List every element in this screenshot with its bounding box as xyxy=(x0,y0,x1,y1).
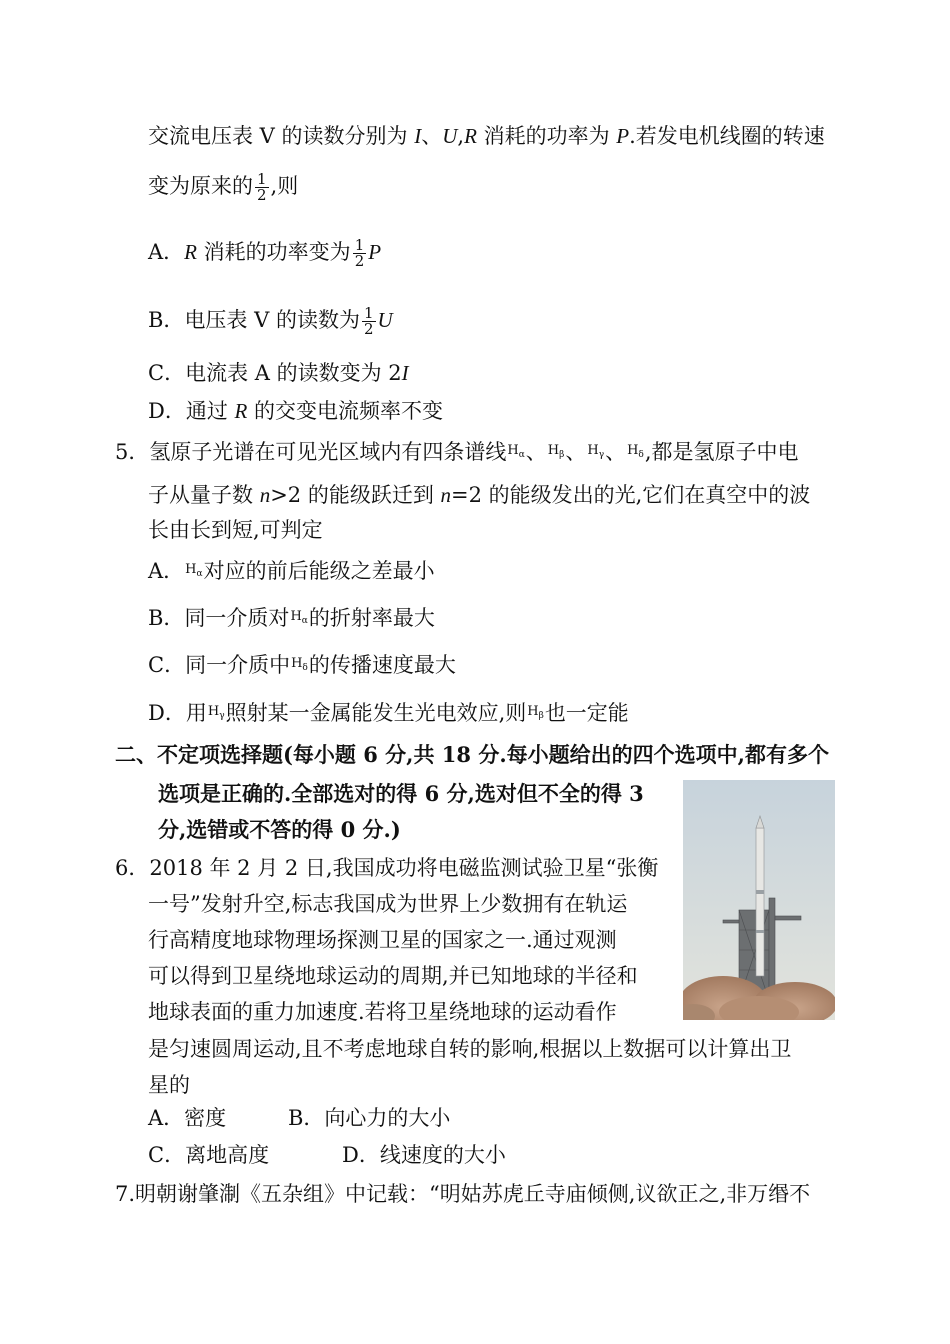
question-number: 6． xyxy=(115,856,150,880)
h-alpha-symbol: $H_\alpha$ xyxy=(507,443,525,460)
text-segment: 交流电压表 V 的读数分别为 xyxy=(148,124,415,148)
option-a-q6: A．密度 xyxy=(148,1106,227,1130)
option-label: B． xyxy=(148,308,185,332)
text-line: 子从量子数 n>2 的能级跃迁到 n=2 的能级发出的光,它们在真空中的波 xyxy=(148,483,811,507)
symbol-U: U xyxy=(442,124,458,148)
h-beta-symbol: $H_\beta$ xyxy=(547,443,565,460)
symbol-R: R xyxy=(234,399,248,423)
symbol-P: P xyxy=(616,124,630,148)
fraction-one-half: $\frac{1}{2}$ xyxy=(354,236,365,270)
option-label: C． xyxy=(148,653,186,677)
option-b-q4 xyxy=(148,306,393,337)
symbol-n: n xyxy=(259,483,271,507)
symbol-P: P xyxy=(368,240,382,264)
text-segment: 消耗的功率为 xyxy=(476,124,617,148)
symbol-R: R xyxy=(184,240,197,264)
fraction-one-half: $\frac{1}{2}$ xyxy=(257,170,267,204)
h-gamma-symbol: $H_\gamma$ xyxy=(207,704,225,721)
text-line xyxy=(148,172,298,203)
text-segment: ,都是氢原子中电 xyxy=(644,440,799,464)
question-7-stem: 7.明朝谢肇淛《五杂组》中记载：“明姑苏虎丘寺庙倾侧,议欲正之,非万缗不 xyxy=(115,1182,811,1206)
text-line: 星的 xyxy=(148,1073,190,1097)
question-number: 7. xyxy=(115,1182,136,1206)
option-label: D． xyxy=(148,701,186,725)
option-text: 对应的前后能级之差最小 xyxy=(203,559,435,583)
text-line: 地球表面的重力加速度.若将卫星绕地球的运动看作 xyxy=(148,1000,617,1024)
option-label: A． xyxy=(148,240,185,264)
h-beta-symbol: $H_\beta$ xyxy=(527,704,544,721)
h-gamma-symbol: $H_\gamma$ xyxy=(587,443,605,460)
option-c-q4 xyxy=(148,359,409,387)
option-label: B． xyxy=(148,606,185,630)
option-a-q5 xyxy=(148,557,435,593)
option-label: D． xyxy=(148,399,186,423)
section-heading-cont: 分,选错或不答的得 0 分.) xyxy=(158,817,401,842)
option-c-q6: C．离地高度 xyxy=(148,1143,270,1167)
symbol-U: U xyxy=(377,308,393,332)
h-alpha-symbol: $H_\alpha$ xyxy=(185,562,203,579)
rocket-launch-image xyxy=(683,780,835,1020)
text-segment: , xyxy=(457,124,465,148)
question-6-stem: 6．2018 年 2 月 2 日,我国成功将电磁监测试验卫星“张衡 xyxy=(115,856,659,880)
option-d-q4 xyxy=(148,397,443,425)
question-number: 5． xyxy=(115,440,150,464)
option-text: 消耗的功率变为 xyxy=(197,240,351,264)
option-label: A． xyxy=(148,559,185,583)
text-segment: ,则 xyxy=(270,174,299,198)
text-line: 行高精度地球物理场探测卫星的国家之一.通过观测 xyxy=(148,928,617,952)
text-line: 长由长到短,可判定 xyxy=(148,518,323,542)
option-d-q5: D．用$H_\gamma$照射某一金属能发生光电效应,则$H_\beta$也一定能 xyxy=(148,699,629,735)
text-line: 一号”发射升空,标志我国成为世界上少数拥有在轨运 xyxy=(148,892,628,916)
text-line xyxy=(148,122,825,150)
h-alpha-symbol: $H_\alpha$ xyxy=(290,609,308,626)
question-5-stem: 5．氢原子光谱在可见光区域内有四条谱线$H_\alpha$、$H_\beta$、$H_\gamma$、$H_\delta$,都是氢原子中电 xyxy=(115,438,799,474)
text-segment: 氢原子光谱在可见光区域内有四条谱线 xyxy=(149,440,507,464)
section-heading: 二、不定项选择题(每小题 6 分,共 18 分.每小题给出的四个选项中,都有多个 xyxy=(115,742,829,767)
symbol-R: R xyxy=(464,124,477,148)
option-label: C． xyxy=(148,361,186,385)
h-delta-symbol: $H_\delta$ xyxy=(627,443,644,460)
section-heading-cont: 选项是正确的.全部选对的得 6 分,选对但不全的得 3 xyxy=(158,781,644,806)
option-text: 的交变电流频率不变 xyxy=(247,399,444,423)
option-d-q6: D．线速度的大小 xyxy=(342,1143,506,1167)
option-c-q5: C．同一介质中$H_\delta$的传播速度最大 xyxy=(148,651,456,687)
text-segment: 、 xyxy=(421,124,443,148)
option-text: 电压表 V 的读数为 xyxy=(184,308,360,332)
option-b-q6: B．向心力的大小 xyxy=(288,1106,451,1130)
symbol-n: n xyxy=(440,483,451,507)
option-text: 电流表 A 的读数变为 2 xyxy=(185,361,402,385)
symbol-I: I xyxy=(401,361,409,385)
option-text: 通过 xyxy=(185,399,235,423)
fraction-one-half: $\frac{1}{2}$ xyxy=(363,304,374,338)
option-a-q4 xyxy=(148,238,381,269)
h-delta-symbol: $H_\delta$ xyxy=(291,656,308,673)
text-segment: .若发电机线圈的转速 xyxy=(629,124,825,148)
symbol-I: I xyxy=(414,124,422,148)
text-segment: 变为原来的 xyxy=(148,174,253,198)
option-b-q5: B．同一介质对$H_\alpha$的折射率最大 xyxy=(148,604,435,640)
text-line: 可以得到卫星绕地球运动的周期,并已知地球的半径和 xyxy=(148,964,638,988)
text-line: 是匀速圆周运动,且不考虑地球自转的影响,根据以上数据可以计算出卫 xyxy=(148,1037,792,1061)
